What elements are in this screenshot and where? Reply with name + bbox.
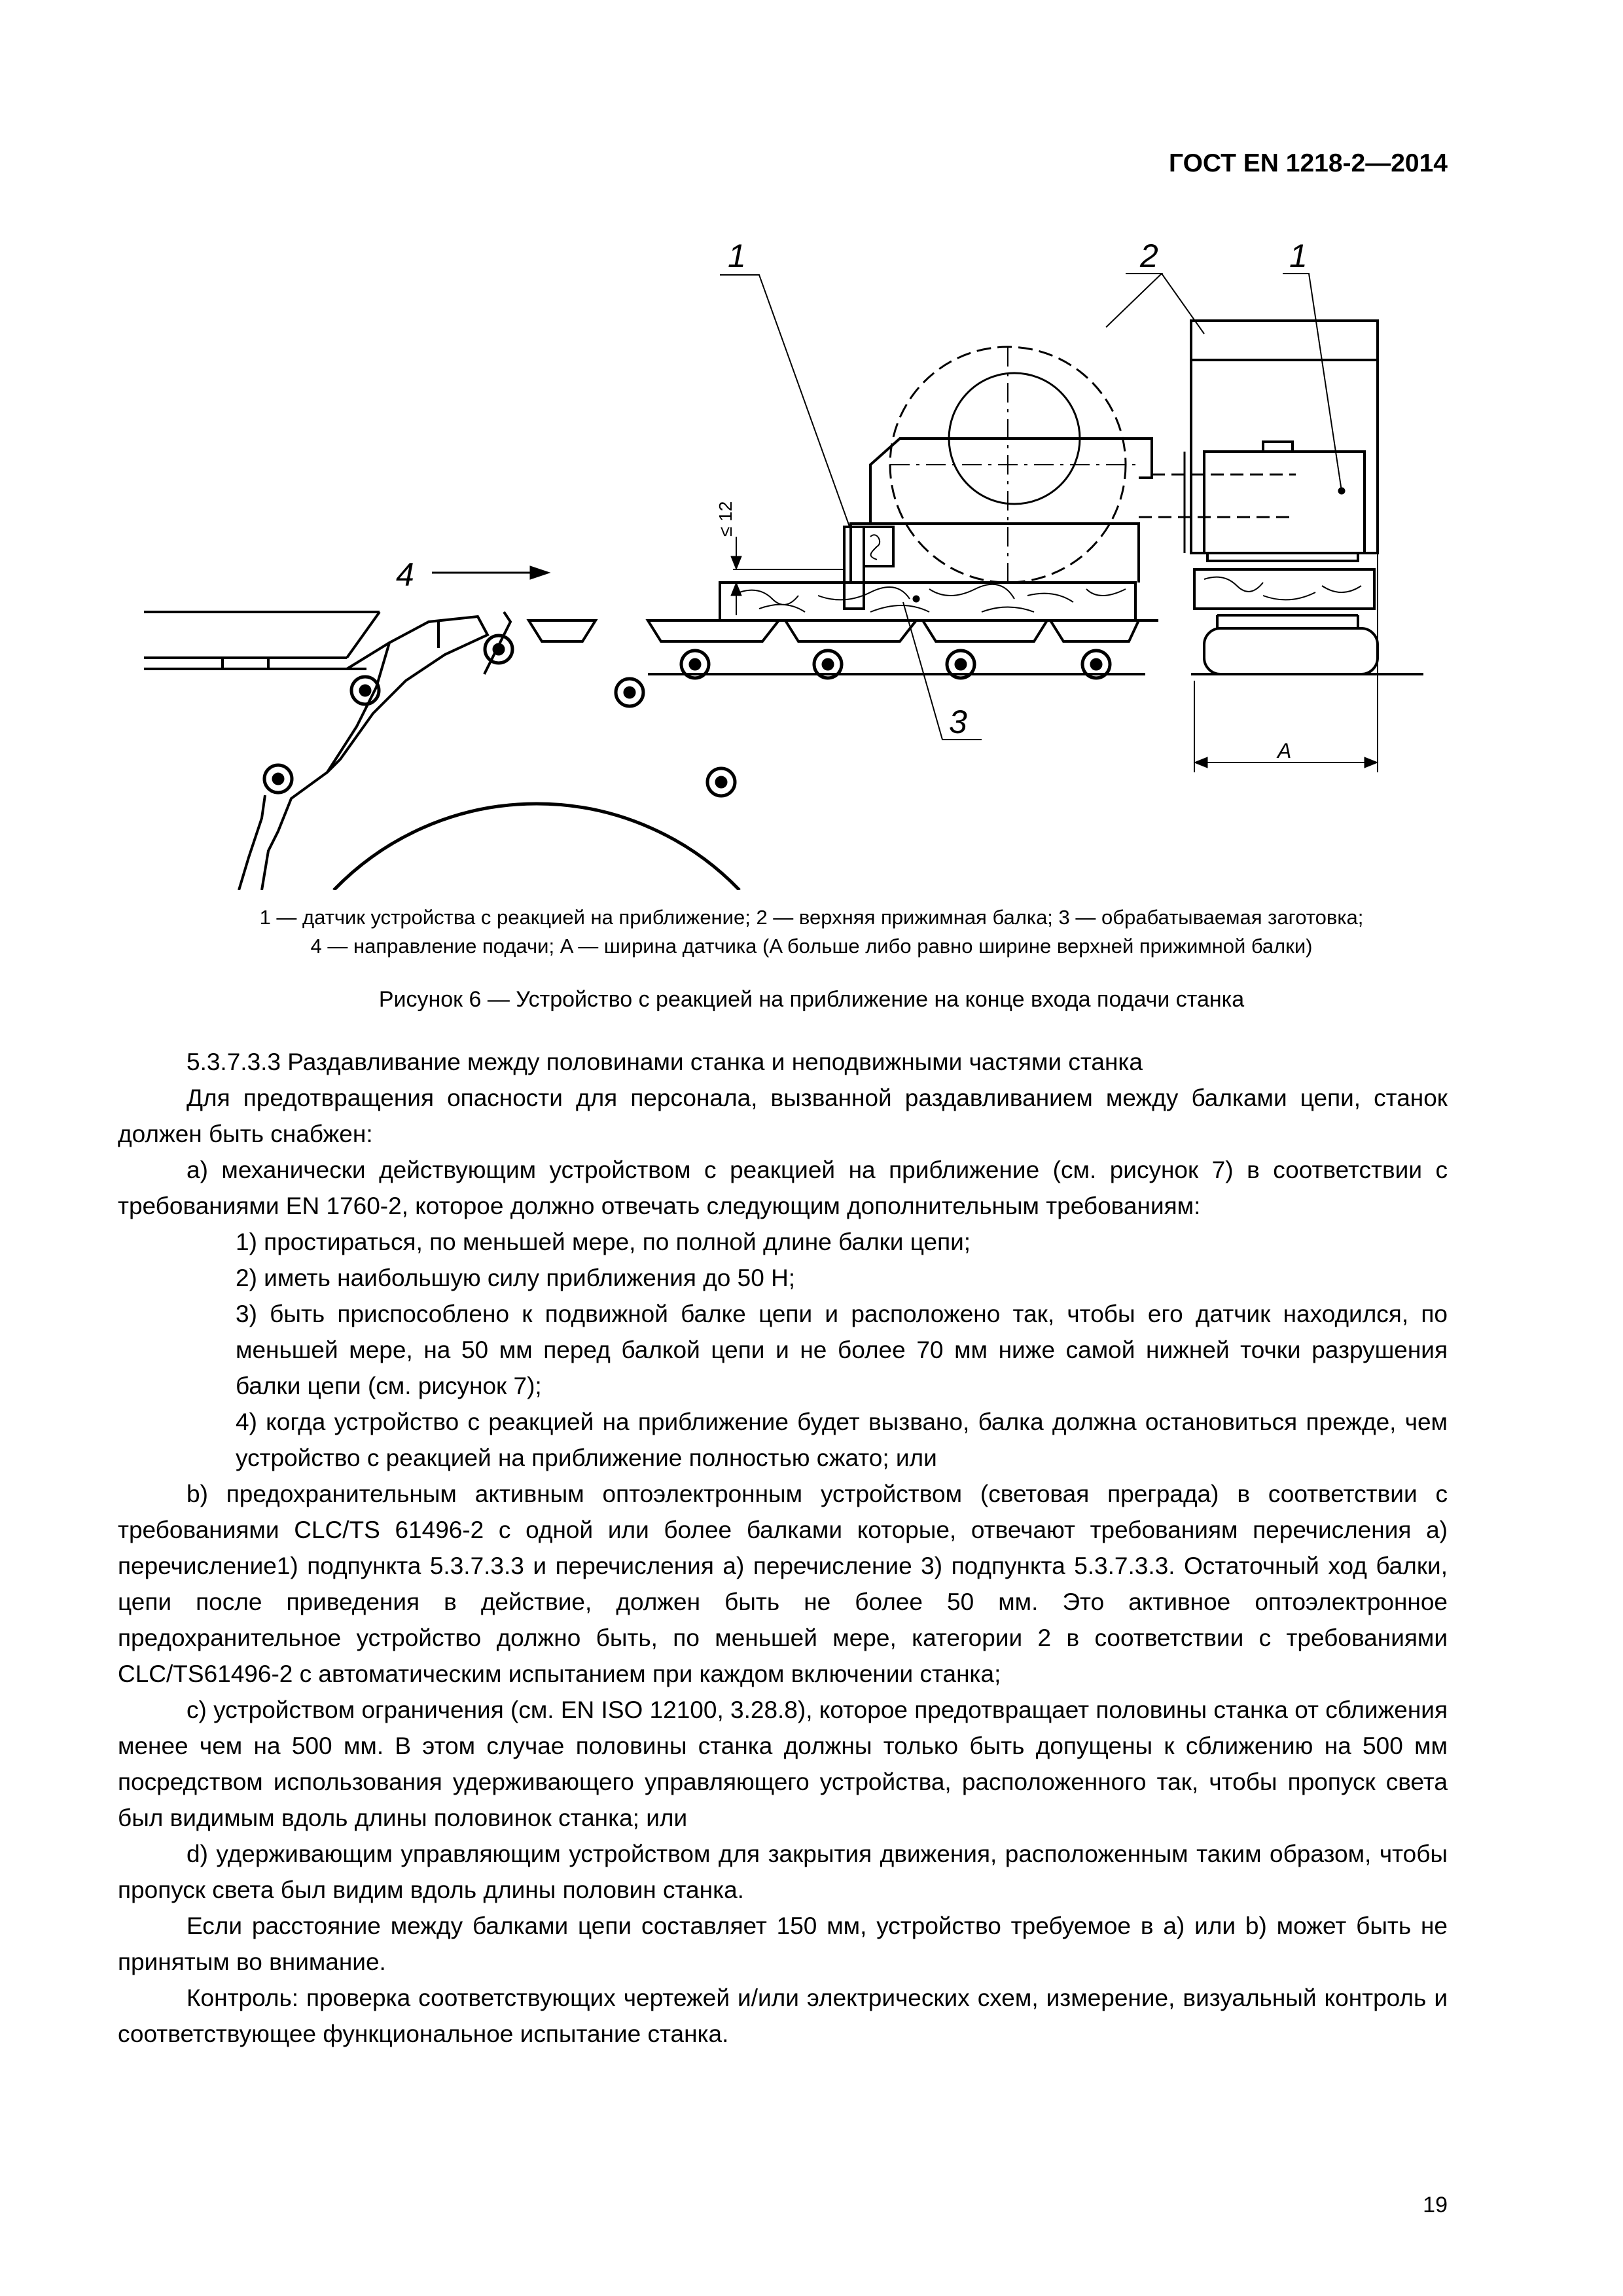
- item-a4: 4) когда устройство с реакцией на приближение будет вызвано, балка должна остановиться прежде, чем устройство с реакцией на приближение полностью сжато; или: [236, 1408, 1448, 1471]
- figure-6-diagram: [131, 229, 1440, 890]
- body-text: [118, 1044, 1448, 2052]
- dimension-12-label: ≤ 12: [715, 501, 736, 537]
- page-number: 19: [1423, 2193, 1448, 2217]
- item-a1: 1) простираться, по меньшей мере, по полной длине балки цепи;: [236, 1229, 971, 1255]
- item-a3: 3) быть приспособлено к подвижной балке цепи и расположено так, чтобы его датчик находился, по меньшей мере, на 50 мм перед балкой цепи и не более 70 мм ниже самой нижней точки разрушения балки цепи (см. рисунок 7);: [236, 1300, 1448, 1399]
- section-heading: 5.3.7.3.3 Раздавливание между половинами станка и неподвижными частями станка: [187, 1049, 1143, 1075]
- figure-caption: Рисунок 6 — Устройство с реакцией на приближение на конце входа подачи станка: [378, 987, 1245, 1012]
- callout-3: 3: [949, 704, 967, 740]
- callout-4: 4: [396, 556, 414, 593]
- drawing-lines: [144, 274, 1423, 890]
- legend-line-1: 1 — датчик устройства с реакцией на приближение; 2 — верхняя прижимная балка; 3 — обрабатываемая заготовка;: [259, 906, 1364, 929]
- distance-paragraph: Если расстояние между балками цепи составляет 150 мм, устройство требуемое в a) или b) может быть не принятым во внимание.: [118, 1912, 1448, 1975]
- item-d: d) удерживающим управляющим устройством для закрытия движения, расположенным таким образом, чтобы пропуск света был видим вдоль длины половин станка.: [118, 1840, 1448, 1903]
- item-a: a) механически действующим устройством с реакцией на приближение (см. рисунок 7) в соответствии с требованиями EN 1760-2, которое должно отвечать следующим дополнительным требованиям:: [118, 1157, 1448, 1219]
- intro-paragraph: Для предотвращения опасности для персонала, вызванной раздавливанием между балками цепи, станок должен быть снабжен:: [118, 1085, 1448, 1147]
- item-a2: 2) иметь наибольшую силу приближения до 50 H;: [236, 1265, 796, 1291]
- roller-wheels: [264, 636, 1110, 796]
- callout-2: 2: [1140, 238, 1158, 274]
- item-b: b) предохранительным активным оптоэлектронным устройством (световая преграда) в соответствии с требованиями CLC/TS 61496-2 с одной или более балками которые, отвечают требованиям перечисления a) перечисление1) подпункта 5.3.7.3.3 и перечисления a) перечисление 3) подпункта 5.3.7.3.3. Остаточный ход балки, цепи после приведения в действие, должен быть не более 50 мм. Это активное оптоэлектронное предохранительное устройство должно быть, по меньшей мере, категории 2 в соответствии с требованиями CLC/TS61496-2 с автоматическим испытанием при каждом включении станка;: [118, 1480, 1448, 1687]
- standard-header: ГОСТ EN 1218-2—2014: [1169, 149, 1448, 177]
- dimension-a-label: A: [1277, 739, 1292, 762]
- callout-1-right: 1: [1289, 238, 1308, 274]
- callout-1-left: 1: [728, 238, 746, 274]
- figure-legend: [118, 903, 1505, 961]
- legend-line-2: 4 — направление подачи; A — ширина датчика (A больше либо равно ширине верхней прижимной балки): [310, 935, 1313, 958]
- item-c: c) устройством ограничения (см. EN ISO 12100, 3.28.8), которое предотвращает половины станка от сближения менее чем на 500 мм. В этом случае половины станка должны только быть допущены к сближению на 500 мм посредством использования удерживающего управляющего устройства, расположенного так, чтобы пропуск света был видимым вдоль длины половинок станка; или: [118, 1696, 1448, 1831]
- control-paragraph: Контроль: проверка соответствующих чертежей и/или электрических схем, измерение, визуальный контроль и соответствующее функциональное испытание станка.: [118, 1984, 1448, 2047]
